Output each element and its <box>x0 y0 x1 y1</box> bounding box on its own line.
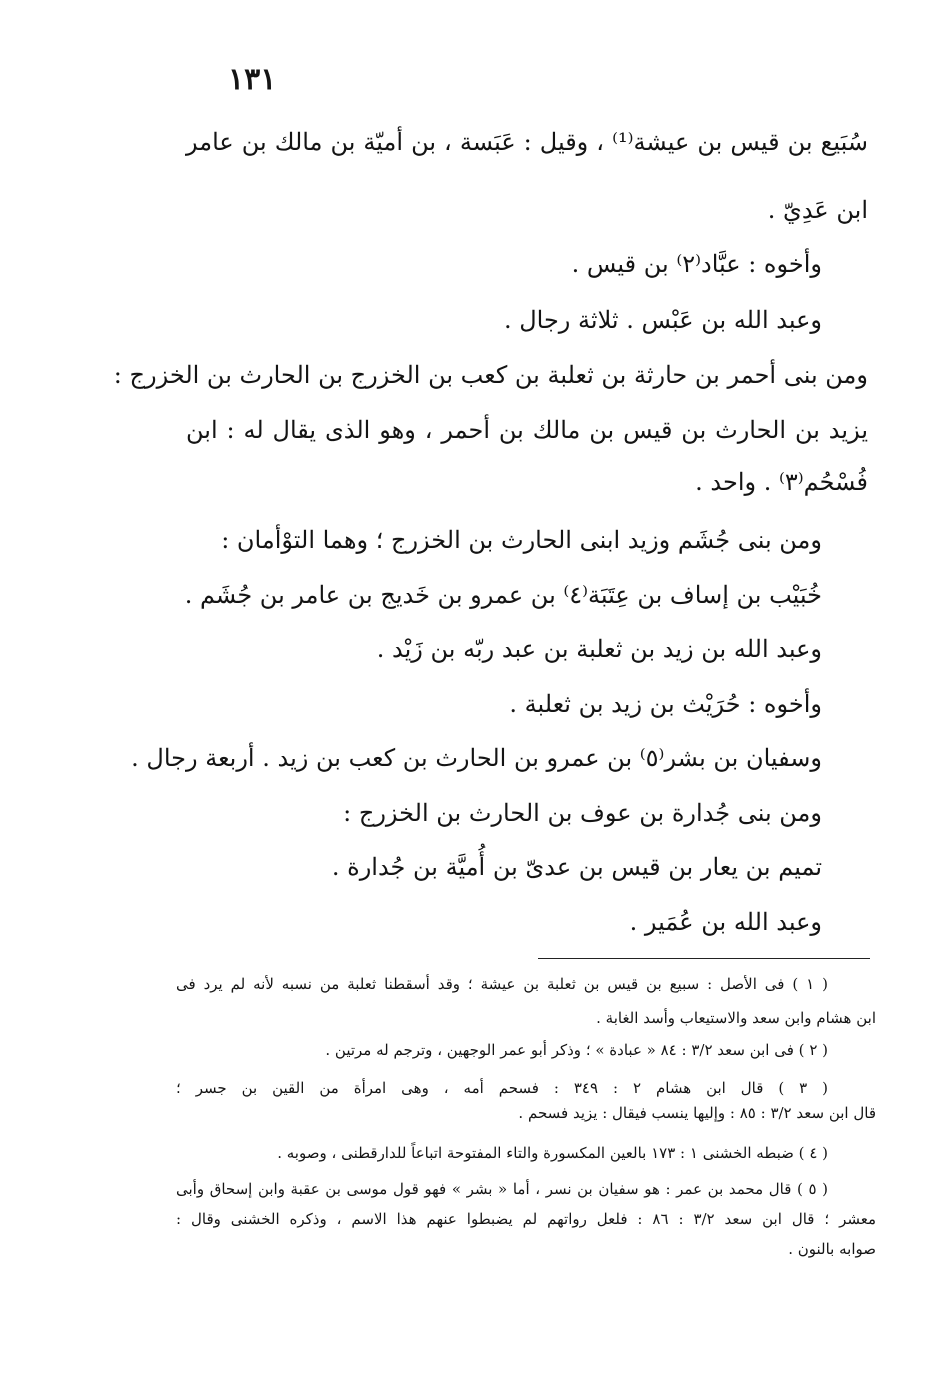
text-line: ومن بنى أحمر بن حارثة بن ثعلبة بن كعب بن الخزرج بن الحارث بن الخزرج : <box>113 361 868 389</box>
text-line: فُسْحُم⁽٣⁾ . واحد . <box>695 468 868 496</box>
footnote-divider <box>538 958 870 959</box>
footnote-line: معشر ؛ قال ابن سعد ٣/٢ : ٨٦ : فلعل رواتهم لم يضبطوا عنهم هذا الاسم ، وذكره الخشنى وقال : <box>176 1210 876 1228</box>
page-number: ١٣١ <box>228 62 277 97</box>
text-line: ومن بنى جُدارة بن عوف بن الحارث بن الخزرج : <box>343 799 822 827</box>
footnote-line: ( ٣ ) قال ابن هشام ٢ : ٣٤٩ : فسحم أمه ، وهى امرأة من القين بن جسر ؛ <box>176 1079 829 1097</box>
footnote-line: ( ١ ) فى الأصل : سبيع بن قيس بن ثعلبة بن عيشة ؛ وقد أسقطنا ثعلبة من نسبه لأنه لم يرد فى <box>176 975 828 993</box>
text-line: وأخوه : عبَّاد⁽٢⁾ بن قيس . <box>571 250 822 278</box>
text-line: ومن بنى جُشَم وزيد ابنى الحارث بن الخزرج ؛ وهما التوْأمان : <box>221 526 822 554</box>
text-line: تميم بن يعار بن قيس بن عدىّ بن أُميَّة بن جُدارة . <box>331 853 822 881</box>
footnote-line: ( ٢ ) فى ابن سعد ٣/٢ : ٨٤ « عبادة » ؛ وذكر أبو عمر الوجهين ، وترجم له مرتين . <box>325 1041 828 1059</box>
footnote-line: ( ٤ ) ضبطه الخشنى ١ : ١٧٣ بالعين المكسورة والتاء المفتوحة اتباعاً للدارقطنى ، وصوبه . <box>277 1144 828 1162</box>
footnote-line: صوابه بالنون . <box>788 1240 876 1258</box>
text-line: وعبد الله بن زيد بن ثعلبة بن عبد ربّه بن زَيْد . <box>376 635 822 663</box>
footnote-line: ابن هشام وابن سعد والاستيعاب وأسد الغابة . <box>596 1009 876 1027</box>
text-line: وأخوه : حُرَيْث بن زيد بن ثعلبة . <box>509 690 822 718</box>
text-line: وعبد الله بن عُمَير . <box>629 908 822 936</box>
text-line: وعبد الله بن عَبْس . ثلاثة رجال . <box>503 306 822 334</box>
footnote-line: ( ٥ ) قال محمد بن عمر : هو سفيان بن نسر ، أما « بشر » فهو قول موسى بن عقبة وابن إسحاق وأبى <box>176 1180 828 1198</box>
text-line: ابن عَدِيّ . <box>767 196 868 224</box>
text-line: سُبَيع بن قيس بن عيشة⁽¹⁾ ، وقيل : عَبَسة ، بن أميّة بن مالك بن عامر <box>186 128 868 156</box>
text-line: يزيد بن الحارث بن قيس بن مالك بن أحمر ، وهو الذى يقال له : ابن <box>186 416 868 444</box>
text-line: خُبَيْب بن إساف بن عِتَبَة⁽٤⁾ بن عمرو بن خَديج بن عامر بن جُشَم . <box>184 581 822 609</box>
footnote-line: قال ابن سعد ٣/٢ : ٨٥ : وإليها ينسب فيقال : يزيد فسحم . <box>518 1104 876 1122</box>
text-line: وسفيان بن بشر⁽٥⁾ بن عمرو بن الحارث بن كعب بن زيد . أربعة رجال . <box>131 744 822 772</box>
